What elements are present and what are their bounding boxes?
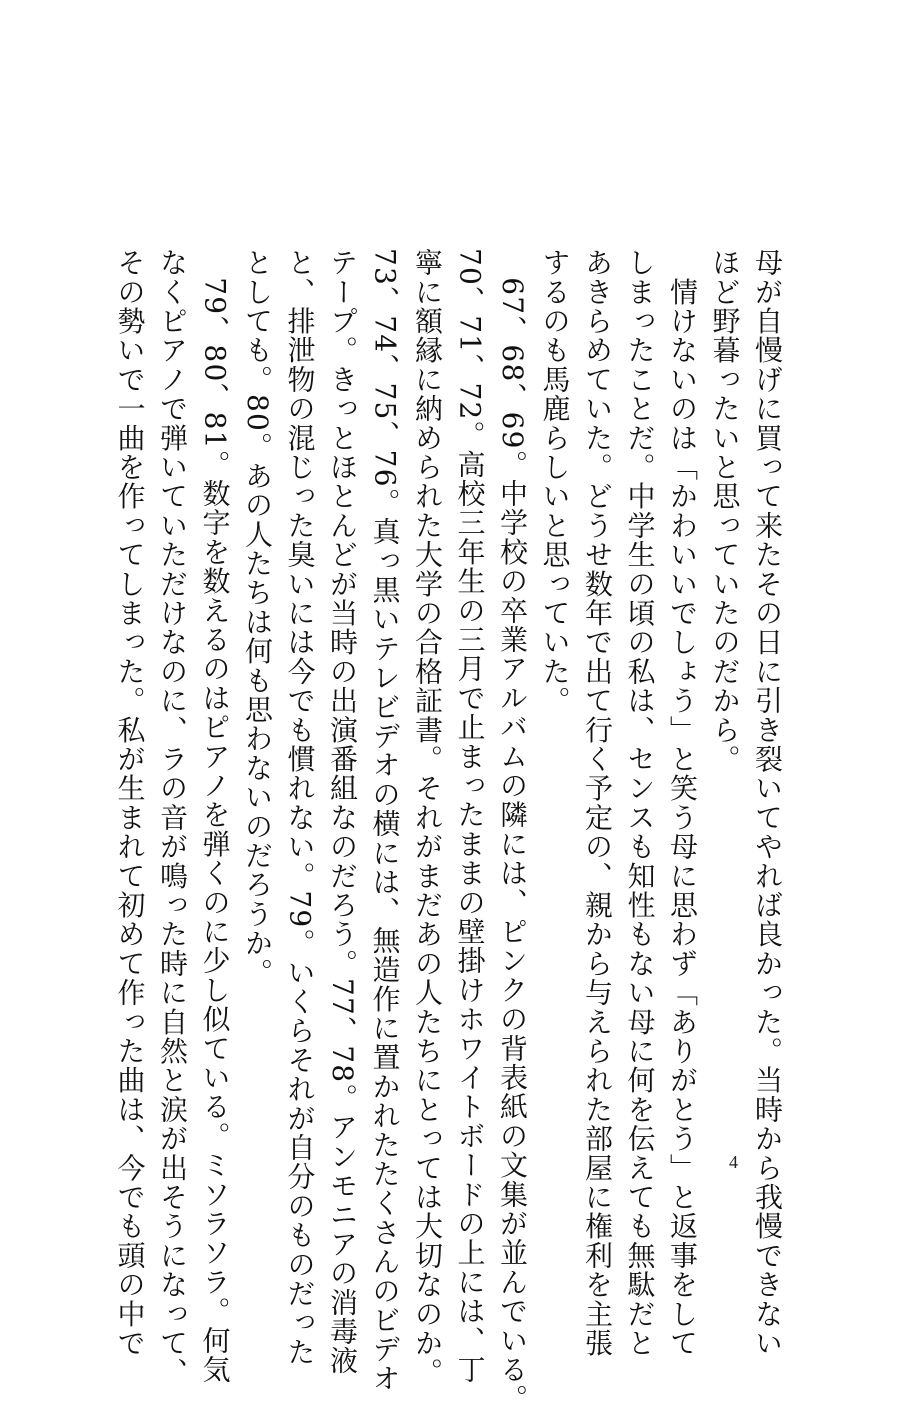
- text-line: と、排泄物の混じった臭いには今でも慣れない。79。いくらそれが自分のものだった: [283, 248, 317, 1367]
- body-text: [108, 248, 788, 1413]
- text-line: 情けないのは「かわいいでしょう」と笑う母に思わず「ありがとう」と返事をして: [666, 248, 699, 1358]
- text-line: としても。80。あの人たちは何も思わないのだろうか。: [241, 248, 274, 987]
- text-line: 寧に額縁に納められた大学の合格証書。それがまだあの人たちにとっては大切なのか。: [411, 248, 444, 1387]
- text-line: 67、68、69。中学校の卒業アルバムの隣には、ピンクの背表紙の文集が並んでいる。: [496, 248, 529, 1413]
- text-line: するのも馬鹿らしいと思っていた。: [538, 248, 572, 716]
- page-number: 4: [729, 1152, 738, 1172]
- text-line: 73、74、75、76。真っ黒いテレビデオの横には、無造作に置かれたたくさんのビデオ: [368, 248, 402, 1393]
- text-line: なくピアノで弾いていただけなのに、ラの音が鳴った時に自然と涙が出そうになって、: [156, 248, 189, 1387]
- text-line: テープ。きっとほとんどが当時の出演番組なのだろう。77、78。アンモニアの消毒液: [326, 248, 359, 1376]
- text-line: ほど野暮ったいと思っていたのだから。: [708, 248, 742, 774]
- text-line: あきらめていた。どうせ数年で出て行く予定の、親から与えられた部屋に権利を主張: [581, 248, 614, 1358]
- text-line: しまったことだ。中学生の頃の私は、センスも知性もない母に何を伝えても無駄だと: [623, 248, 657, 1358]
- text-line: 母が自慢げに買って来たその日に引き裂いてやれば良かった。当時から我慢できない: [751, 248, 784, 1358]
- text-line: その勢いで一曲を作ってしまった。私が生まれて初めて作った曲は、今でも頭の中で: [113, 248, 147, 1358]
- text-line: 79、80、81。数字を数えるのはピアノを弾くのに少し似ている。ミソラソラ。何気: [198, 248, 232, 1385]
- text-line: 70、71、72。高校三年生の三月で止まったままの壁掛けホワイトボードの上には、丁: [453, 248, 487, 1385]
